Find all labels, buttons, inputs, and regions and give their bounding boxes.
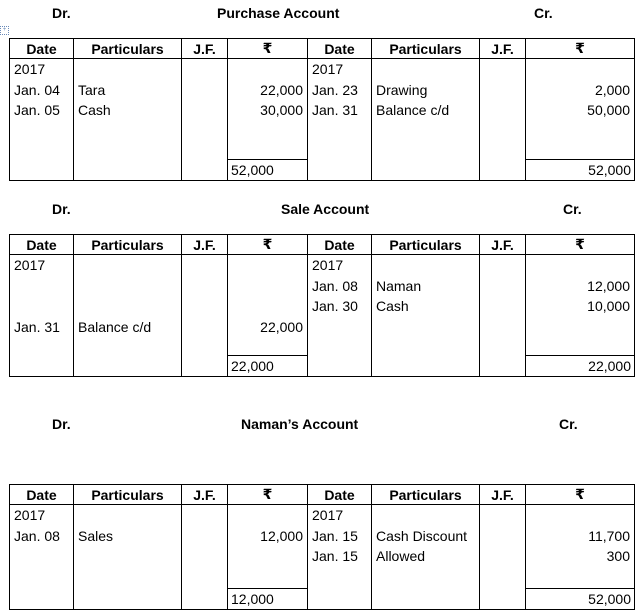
debit-total: 12,000 xyxy=(227,588,308,609)
credit-amount-cell xyxy=(526,505,634,526)
debit-total: 22,000 xyxy=(227,355,308,376)
debit-jf-header: J.F. xyxy=(182,39,228,59)
debit-date-cell: Jan. 31 xyxy=(14,318,60,335)
table-move-handle-icon[interactable]: + xyxy=(0,26,9,35)
credit-date-header: Date xyxy=(308,485,372,505)
credit-amount-header: ₹ xyxy=(526,485,635,505)
debit-amount-cell xyxy=(228,296,307,317)
debit-date-cell xyxy=(10,296,73,317)
debit-particulars-column xyxy=(74,255,182,377)
debit-amount-header: ₹ xyxy=(228,485,308,505)
dr-label: Dr. xyxy=(52,201,71,217)
credit-jf-header: J.F. xyxy=(480,235,526,255)
credit-particulars-cell: Cash Discount xyxy=(376,527,468,544)
credit-particulars-cell xyxy=(372,505,479,526)
debit-amount-cell: 30,000 xyxy=(260,102,303,118)
debit-date-column xyxy=(10,255,74,377)
ledger-body xyxy=(10,59,635,181)
debit-date-header: Date xyxy=(10,235,74,255)
credit-date-cell: 2017 xyxy=(312,507,344,523)
account-title: Sale Account xyxy=(281,201,370,217)
debit-date-cell xyxy=(10,276,73,297)
credit-amount-cell: 300 xyxy=(606,548,630,564)
credit-date-cell: Jan. 23 xyxy=(312,81,358,98)
debit-particulars-header: Particulars xyxy=(74,235,182,255)
debit-date-cell: 2017 xyxy=(14,507,46,523)
debit-particulars-header: Particulars xyxy=(74,485,182,505)
header-row xyxy=(10,39,635,59)
debit-amount-column xyxy=(228,505,308,610)
credit-amount-column xyxy=(526,505,635,610)
credit-particulars-header: Particulars xyxy=(372,485,480,505)
debit-jf-column xyxy=(182,59,228,181)
credit-total: 52,000 xyxy=(525,159,635,180)
credit-date-cell: Jan. 08 xyxy=(312,277,358,294)
debit-particulars-cell: Balance c/d xyxy=(78,318,152,335)
debit-amount-cell: 22,000 xyxy=(260,81,303,98)
credit-particulars-cell: Drawing xyxy=(376,81,428,98)
header-row xyxy=(10,485,635,505)
credit-amount-header: ₹ xyxy=(526,235,635,255)
debit-amount-column xyxy=(228,255,308,377)
credit-total: 22,000 xyxy=(525,355,635,376)
account-title: Purchase Account xyxy=(217,5,340,21)
credit-date-column xyxy=(308,59,372,181)
debit-particulars-cell xyxy=(74,296,181,317)
debit-particulars-header: Particulars xyxy=(74,39,182,59)
credit-particulars-column xyxy=(372,255,480,377)
debit-particulars-cell: Tara xyxy=(78,81,106,98)
cr-label: Cr. xyxy=(559,416,578,432)
debit-amount-column xyxy=(228,59,308,181)
credit-particulars-cell: Balance c/d xyxy=(376,102,450,118)
header-row xyxy=(10,235,635,255)
credit-particulars-column xyxy=(372,505,480,610)
credit-total: 52,000 xyxy=(525,588,635,609)
credit-date-cell: Jan. 30 xyxy=(312,298,358,314)
debit-amount-cell xyxy=(228,505,307,526)
dr-label: Dr. xyxy=(52,416,71,432)
debit-date-cell: Jan. 04 xyxy=(14,81,60,98)
credit-amount-cell: 50,000 xyxy=(587,102,630,118)
credit-amount-cell: 10,000 xyxy=(587,298,630,314)
debit-amount-cell xyxy=(228,59,307,80)
credit-jf-column xyxy=(480,59,526,181)
debit-date-column xyxy=(10,505,74,610)
debit-amount-header: ₹ xyxy=(228,39,308,59)
debit-date-cell: 2017 xyxy=(14,61,46,77)
dr-label: Dr. xyxy=(52,5,71,21)
debit-amount-cell: 12,000 xyxy=(260,527,303,544)
credit-particulars-cell: Allowed xyxy=(376,548,426,564)
debit-particulars-column xyxy=(74,505,182,610)
credit-amount-cell xyxy=(526,255,634,276)
debit-date-header: Date xyxy=(10,39,74,59)
credit-date-header: Date xyxy=(308,235,372,255)
debit-jf-header: J.F. xyxy=(182,235,228,255)
debit-total: 52,000 xyxy=(227,159,308,180)
credit-amount-cell: 2,000 xyxy=(594,81,630,98)
credit-date-cell: 2017 xyxy=(312,61,344,77)
credit-date-cell: Jan. 15 xyxy=(312,548,358,564)
debit-date-column xyxy=(10,59,74,181)
purchase-account-ledger xyxy=(9,38,635,181)
debit-jf-column xyxy=(182,505,228,610)
account-title: Naman’s Account xyxy=(241,416,359,432)
debit-amount-cell xyxy=(228,255,307,276)
credit-particulars-header: Particulars xyxy=(372,235,480,255)
credit-amount-cell xyxy=(526,59,634,80)
ledger-body xyxy=(10,255,635,377)
debit-particulars-cell xyxy=(74,505,181,526)
credit-particulars-column xyxy=(372,59,480,181)
debit-amount-header: ₹ xyxy=(228,235,308,255)
debit-particulars-cell: Sales xyxy=(78,527,114,544)
credit-date-column xyxy=(308,505,372,610)
credit-amount-header: ₹ xyxy=(526,39,635,59)
debit-particulars-cell xyxy=(74,255,181,276)
credit-particulars-cell xyxy=(372,59,479,80)
debit-jf-column xyxy=(182,255,228,377)
credit-particulars-cell xyxy=(372,255,479,276)
credit-amount-cell: 12,000 xyxy=(587,277,630,294)
credit-amount-cell: 11,700 xyxy=(588,527,630,544)
credit-jf-header: J.F. xyxy=(480,39,526,59)
debit-date-header: Date xyxy=(10,485,74,505)
namans-account-ledger xyxy=(9,484,635,610)
credit-date-cell: Jan. 31 xyxy=(312,102,358,118)
debit-amount-cell: 22,000 xyxy=(260,318,303,335)
cr-label: Cr. xyxy=(563,201,582,217)
ledger-body xyxy=(10,505,635,610)
credit-particulars-cell: Cash xyxy=(376,298,409,314)
debit-date-cell: 2017 xyxy=(14,257,46,273)
credit-amount-column xyxy=(526,59,635,181)
credit-particulars-header: Particulars xyxy=(372,39,480,59)
credit-jf-header: J.F. xyxy=(480,485,526,505)
sale-account-ledger xyxy=(9,234,635,377)
credit-jf-column xyxy=(480,505,526,610)
credit-date-column xyxy=(308,255,372,377)
debit-amount-cell xyxy=(228,276,307,297)
credit-jf-column xyxy=(480,255,526,377)
credit-date-cell: Jan. 15 xyxy=(312,527,358,544)
debit-date-cell: Jan. 08 xyxy=(14,527,60,544)
debit-date-cell: Jan. 05 xyxy=(14,102,60,118)
credit-amount-column xyxy=(526,255,635,377)
cr-label: Cr. xyxy=(534,5,553,21)
debit-particulars-cell: Cash xyxy=(78,102,111,118)
credit-date-cell: 2017 xyxy=(312,257,344,273)
debit-jf-header: J.F. xyxy=(182,485,228,505)
debit-particulars-column xyxy=(74,59,182,181)
credit-date-header: Date xyxy=(308,39,372,59)
debit-particulars-cell xyxy=(74,59,181,80)
debit-particulars-cell xyxy=(74,276,181,297)
credit-particulars-cell: Naman xyxy=(376,277,422,294)
